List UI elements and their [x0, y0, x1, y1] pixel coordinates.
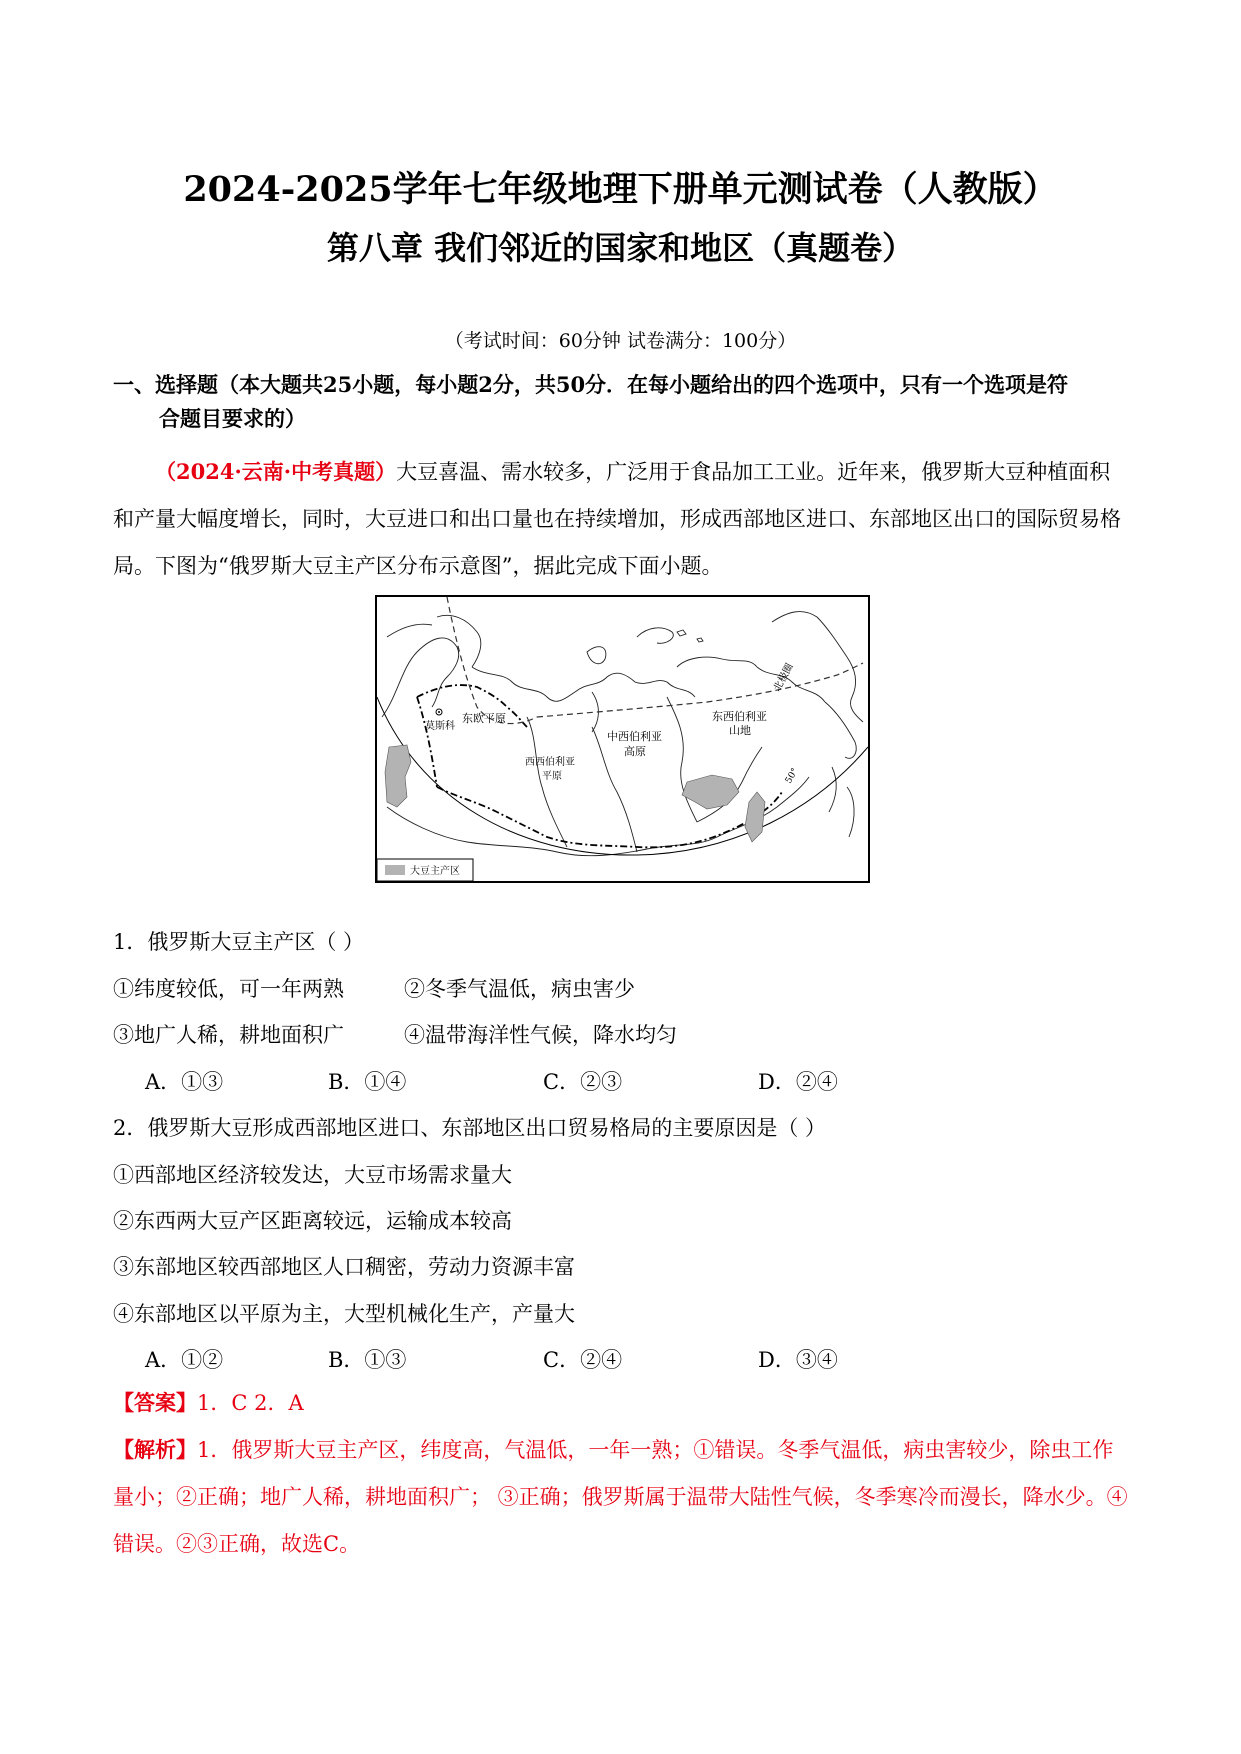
analysis-label: 【解析】	[113, 1437, 197, 1462]
q1-statement-1: ①纬度较低，可一年两熟	[113, 977, 344, 1001]
q2-option-c[interactable]: C．②④	[543, 1348, 623, 1372]
q1-option-d[interactable]: D．②④	[758, 1070, 838, 1094]
chapter-title: 第八章 我们邻近的国家和地区（真题卷）	[326, 229, 915, 267]
q1-option-b[interactable]: B．①④	[328, 1070, 407, 1094]
answer-block	[113, 1379, 1133, 1427]
legend-swatch	[385, 865, 405, 875]
q2-statement-3: ③东部地区较西部地区人口稠密，劳动力资源丰富	[113, 1255, 575, 1279]
label-moscow: 莫斯科	[425, 721, 455, 732]
label-central-siberian-plateau-2: 高原	[624, 745, 646, 758]
q1-statement-2: ②冬季气温低，病虫害少	[404, 977, 635, 1001]
label-50-degrees: 50°	[783, 766, 801, 786]
q1-statement-4: ④温带海洋性气候，降水均匀	[404, 1023, 677, 1047]
analysis-block	[113, 1426, 1133, 1568]
question-source: （2024·云南·中考真题）	[155, 459, 397, 484]
label-east-siberian-mountains-1: 东西伯利亚	[712, 710, 767, 723]
legend-label: 大豆主产区	[410, 866, 460, 877]
section-heading-line1: 一、选择题（本大题共25小题，每小题2分，共50分．在每小题给出的四个选项中，只有一个选项是符	[113, 372, 1069, 397]
q2-option-b[interactable]: B．①③	[328, 1348, 407, 1372]
q1-option-a[interactable]: A．①③	[145, 1070, 224, 1094]
q2-statement-2: ②东西两大豆产区距离较远，运输成本较高	[113, 1209, 512, 1233]
analysis-text: 1．俄罗斯大豆主产区，纬度高，气温低，一年一熟；①错误。冬季气温低，病虫害较少，除虫工作量小；②正确；地广人稀，耕地面积广； ③正确；俄罗斯属于温带大陆性气候，冬季寒冷而漫长，降水少。④错误。②③正确，故选C。	[113, 1438, 1128, 1556]
q1-option-c[interactable]: C．②③	[543, 1070, 623, 1094]
label-central-siberian-plateau-1: 中西伯利亚	[607, 730, 662, 743]
section-heading-line2: 合题目要求的）	[159, 406, 306, 431]
answer-label: 【答案】	[113, 1390, 197, 1415]
soy-region-sakhalin	[745, 792, 765, 842]
q2-statement-4: ④东部地区以平原为主，大型机械化生产，产量大	[113, 1302, 575, 1326]
label-west-siberian-plain-2: 平原	[542, 771, 562, 782]
q2-statement-1: ①西部地区经济较发达，大豆市场需求量大	[113, 1163, 512, 1187]
soy-region-west	[385, 745, 411, 807]
label-east-siberian-mountains-2: 山地	[729, 724, 751, 737]
q2-stem: 2．俄罗斯大豆形成西部地区进口、东部地区出口贸易格局的主要原因是（ ）	[113, 1116, 827, 1140]
section-heading	[113, 368, 1133, 436]
exam-info: （考试时间：60分钟 试卷满分：100分）	[444, 330, 797, 352]
answer-text: 1．C 2．A	[197, 1391, 304, 1415]
label-arctic-circle: 北极圈	[771, 661, 796, 694]
label-west-siberian-plain-1: 西西伯利亚	[525, 757, 575, 768]
russia-soybean-map	[375, 595, 870, 883]
document-title: 2024-2025学年七年级地理下册单元测试卷（人教版）	[183, 169, 1058, 210]
q1-statement-3: ③地广人稀，耕地面积广	[113, 1023, 344, 1047]
q2-option-d[interactable]: D．③④	[758, 1348, 838, 1372]
intro-paragraph	[113, 448, 1129, 590]
q1-stem: 1．俄罗斯大豆主产区（ ）	[113, 930, 365, 954]
soy-region-east	[682, 775, 739, 809]
label-east-european-plain: 东欧平原	[462, 712, 506, 725]
q2-option-a[interactable]: A．①②	[145, 1348, 224, 1372]
intro-text: 大豆喜温、需水较多，广泛用于食品加工工业。近年来，俄罗斯大豆种植面积和产量大幅度增长，同时，大豆进口和出口量也在持续增加，形成西部地区进口、东部地区出口的国际贸易格局。下图为“俄罗斯大豆主产区分布示意图”，据此完成下面小题。	[113, 460, 1121, 578]
